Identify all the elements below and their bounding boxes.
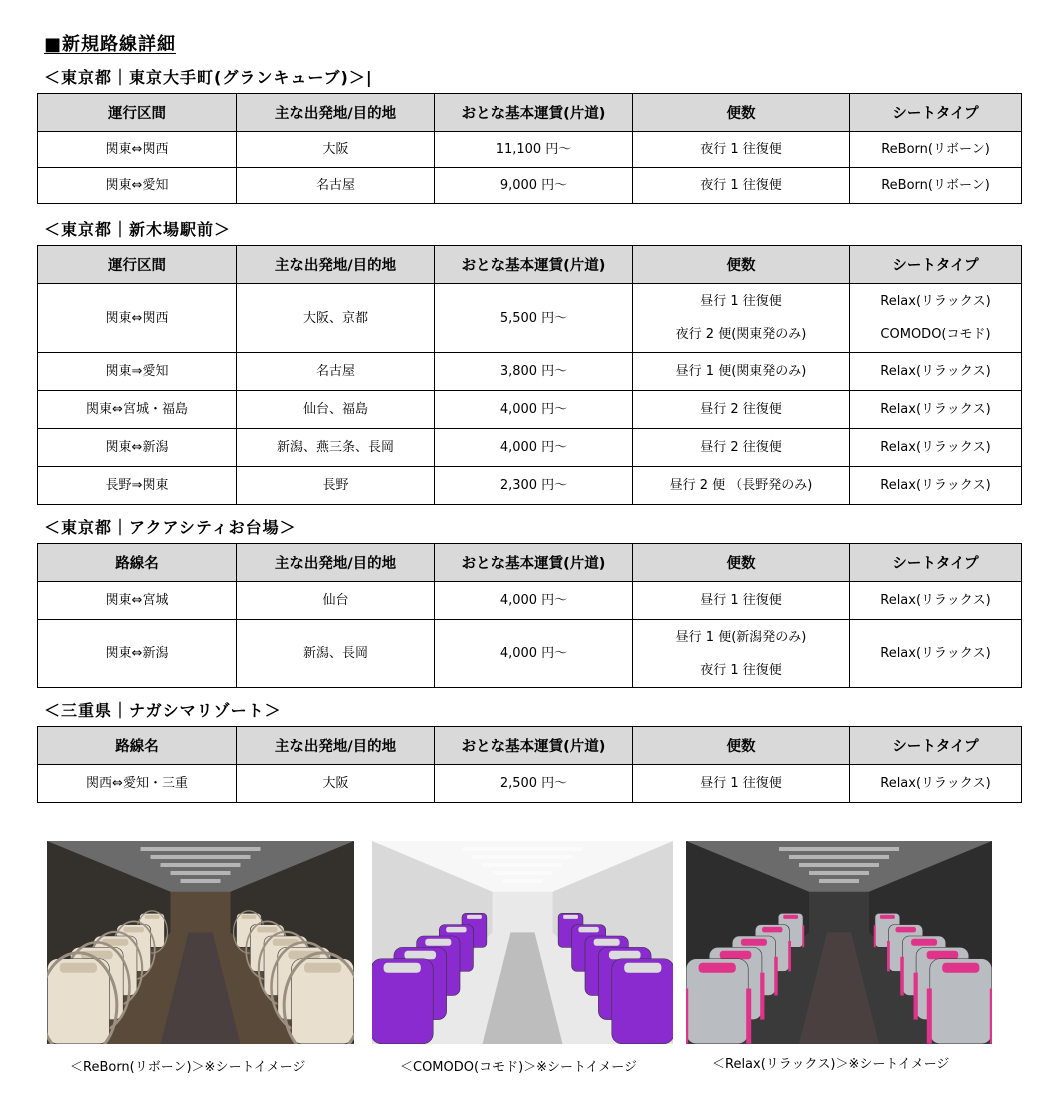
cell-text: Relax(リラックス) — [880, 776, 991, 791]
column-header: 便数 — [633, 544, 850, 582]
cell-text: Relax(リラックス) — [880, 593, 991, 608]
cell-text: 大阪、京都 — [302, 310, 368, 326]
route-table-shinkiba — [37, 245, 1022, 505]
route-table-odaiba — [37, 543, 1022, 688]
table-cell — [633, 620, 850, 688]
table-cell — [435, 168, 633, 204]
route-table-otemachi — [37, 93, 1022, 204]
section-title-nagashima: ＜三重県｜ナガシマリゾート＞ — [44, 701, 282, 720]
route-table-nagashima — [37, 726, 1022, 803]
table-cell — [633, 582, 850, 620]
cell-text: 昼行 1 便(新潟発のみ) — [675, 629, 807, 645]
table-cell — [237, 353, 435, 391]
cell-text: 昼行 2 往復便 — [700, 440, 782, 455]
cell-text: 名古屋 — [315, 364, 355, 379]
cell-text: 関東⇔宮城・福島 — [86, 402, 188, 417]
column-header: おとな基本運賃(片道) — [435, 246, 633, 284]
bus-interior-illustration — [47, 841, 354, 1044]
column-header: おとな基本運賃(片道) — [435, 727, 633, 765]
table-cell — [237, 620, 435, 688]
table-header-row — [38, 94, 1022, 132]
reborn-caption: ＜ReBorn(リボーン)＞※シートイメージ — [70, 1060, 306, 1075]
cell-text: Relax(リラックス) — [880, 646, 991, 661]
cell-text: 夜行 1 往復便 — [700, 662, 782, 678]
table-cell — [38, 284, 237, 353]
table-row — [38, 284, 1022, 353]
cell-text: 長野⇒関東 — [105, 478, 169, 493]
table-cell — [435, 467, 633, 505]
cell-text: 関東⇔新潟 — [105, 646, 169, 661]
bus-interior-illustration — [372, 841, 673, 1044]
column-header: シートタイプ — [850, 544, 1022, 582]
cell-text: 関西⇔愛知・三重 — [86, 776, 188, 791]
table-cell — [633, 429, 850, 467]
column-header: 路線名 — [38, 727, 237, 765]
cell-text: 名古屋 — [315, 178, 355, 193]
cell-text: 2,500 円～ — [499, 776, 568, 791]
table-cell — [237, 467, 435, 505]
table-header-row — [38, 246, 1022, 284]
cell-text: 昼行 1 往復便 — [700, 593, 782, 608]
cell-text: 3,800 円～ — [499, 364, 568, 379]
cell-text: 9,000 円～ — [499, 178, 568, 193]
cell-text: Relax(リラックス) — [880, 478, 991, 493]
table-row — [38, 765, 1022, 803]
table-cell — [38, 429, 237, 467]
table-cell — [237, 582, 435, 620]
table-cell — [435, 132, 633, 168]
table-cell — [850, 467, 1022, 505]
bus-interior-illustration — [686, 841, 992, 1044]
table-cell — [850, 429, 1022, 467]
table-header-row — [38, 727, 1022, 765]
table-cell — [435, 620, 633, 688]
column-header: シートタイプ — [850, 94, 1022, 132]
table-row — [38, 168, 1022, 204]
column-header: おとな基本運賃(片道) — [435, 94, 633, 132]
cell-text: 関東⇔愛知 — [105, 178, 169, 193]
cell-text: 4,000 円～ — [499, 593, 568, 608]
table-cell — [633, 391, 850, 429]
cell-text: 4,000 円～ — [499, 646, 568, 661]
section-title-odaiba: ＜東京都｜アクアシティお台場＞ — [44, 518, 297, 537]
column-header: 運行区間 — [38, 246, 237, 284]
cell-text: 関東⇔新潟 — [105, 440, 169, 455]
cell-text: ReBorn(リボーン) — [881, 178, 990, 193]
cell-text: Relax(リラックス) — [880, 402, 991, 417]
table-cell — [850, 391, 1022, 429]
table-cell — [435, 391, 633, 429]
table-cell — [850, 765, 1022, 803]
cell-text: 仙台、福島 — [302, 402, 368, 417]
table-cell — [850, 132, 1022, 168]
cell-text: Relax(リラックス) — [880, 364, 991, 379]
cell-text: 2,300 円～ — [499, 478, 568, 493]
relax-caption: ＜Relax(リラックス)＞※シートイメージ — [712, 1057, 950, 1072]
table-row — [38, 582, 1022, 620]
cell-text: ReBorn(リボーン) — [881, 142, 990, 157]
cell-text: 昼行 2 往復便 — [700, 402, 782, 417]
cell-text: 夜行 2 便(関東発のみ) — [675, 327, 807, 342]
column-header: 主な出発地/目的地 — [237, 727, 435, 765]
column-header: 便数 — [633, 246, 850, 284]
cell-text: 昼行 1 往復便 — [700, 776, 782, 791]
column-header: おとな基本運賃(片道) — [435, 544, 633, 582]
table-cell — [633, 467, 850, 505]
cell-text: 大阪 — [322, 776, 349, 791]
cell-text: 新潟、燕三条、長岡 — [276, 440, 394, 455]
cell-text: 長野 — [322, 478, 349, 493]
table-cell — [850, 284, 1022, 353]
cell-text: 夜行 1 往復便 — [700, 142, 782, 157]
table-cell — [633, 353, 850, 391]
cell-text: 昼行 1 便(関東発のみ) — [675, 364, 807, 379]
cell-text: Relax(リラックス) — [880, 294, 991, 309]
cell-text: 11,100 円～ — [495, 142, 572, 157]
table-cell — [850, 582, 1022, 620]
column-header: 便数 — [633, 727, 850, 765]
table-cell — [435, 353, 633, 391]
table-cell — [237, 391, 435, 429]
table-cell — [633, 168, 850, 204]
cell-text: 関東⇒愛知 — [105, 364, 169, 379]
column-header: シートタイプ — [850, 727, 1022, 765]
cell-text: 4,000 円～ — [499, 402, 568, 417]
column-header: 路線名 — [38, 544, 237, 582]
table-cell — [38, 467, 237, 505]
cell-text: 夜行 1 往復便 — [700, 178, 782, 193]
table-cell — [850, 168, 1022, 204]
table-cell — [633, 765, 850, 803]
table-cell — [38, 391, 237, 429]
table-cell — [435, 582, 633, 620]
table-cell — [633, 132, 850, 168]
cell-text: 新潟、長岡 — [302, 646, 368, 661]
table-header-row — [38, 544, 1022, 582]
table-cell — [38, 168, 237, 204]
table-cell — [435, 765, 633, 803]
comodo-seat-photo — [372, 841, 673, 1044]
relax-seat-photo — [686, 841, 992, 1044]
table-cell — [435, 284, 633, 353]
cell-text: 昼行 1 往復便 — [700, 294, 782, 309]
section-title-otemachi: ＜東京都｜東京大手町(グランキューブ)＞| — [44, 68, 373, 87]
table-cell — [237, 132, 435, 168]
cell-text: 昼行 2 便 （長野発のみ) — [669, 478, 813, 493]
table-cell — [237, 765, 435, 803]
table-cell — [237, 429, 435, 467]
cell-text: 仙台 — [322, 593, 349, 608]
column-header: 主な出発地/目的地 — [237, 544, 435, 582]
cell-text: 関東⇔関西 — [105, 310, 169, 326]
table-row — [38, 132, 1022, 168]
table-cell — [850, 353, 1022, 391]
cell-text: Relax(リラックス) — [880, 440, 991, 455]
table-row — [38, 353, 1022, 391]
section-title-shinkiba: ＜東京都｜新木場駅前＞ — [44, 220, 232, 239]
column-header: 運行区間 — [38, 94, 237, 132]
table-cell — [38, 582, 237, 620]
column-header: 便数 — [633, 94, 850, 132]
cell-text: 5,500 円～ — [499, 310, 568, 326]
table-cell — [38, 620, 237, 688]
page-heading: ■新規路線詳細 — [44, 34, 177, 55]
table-row — [38, 391, 1022, 429]
table-cell — [38, 765, 237, 803]
cell-text: 関東⇔宮城 — [105, 593, 169, 608]
table-row — [38, 620, 1022, 688]
cell-text: 4,000 円～ — [499, 440, 568, 455]
cell-text: 関東⇔関西 — [105, 142, 169, 157]
table-cell — [38, 353, 237, 391]
table-cell — [237, 168, 435, 204]
cell-text: COMODO(コモド) — [880, 327, 991, 342]
reborn-seat-photo — [47, 841, 354, 1044]
column-header: 主な出発地/目的地 — [237, 246, 435, 284]
column-header: シートタイプ — [850, 246, 1022, 284]
table-cell — [435, 429, 633, 467]
table-cell — [38, 132, 237, 168]
table-cell — [237, 284, 435, 353]
table-cell — [850, 620, 1022, 688]
cell-text: 大阪 — [322, 142, 349, 157]
comodo-caption: ＜COMODO(コモド)＞※シートイメージ — [400, 1060, 637, 1075]
column-header: 主な出発地/目的地 — [237, 94, 435, 132]
table-row — [38, 429, 1022, 467]
table-cell — [633, 284, 850, 353]
table-row — [38, 467, 1022, 505]
